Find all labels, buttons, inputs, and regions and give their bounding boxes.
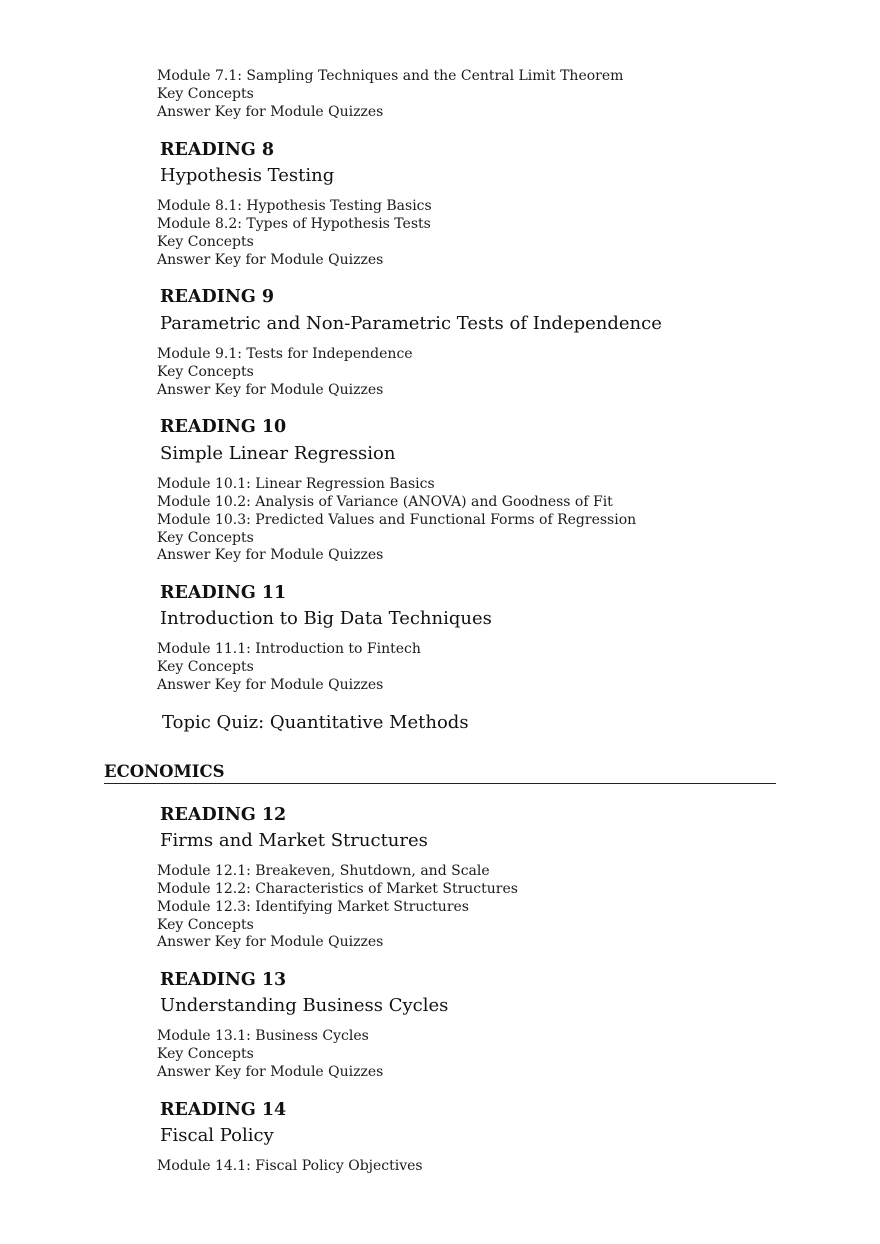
toc-entry-key-concepts: Key Concepts bbox=[157, 917, 254, 933]
reading-13-title: Understanding Business Cycles bbox=[160, 995, 449, 1016]
toc-entry-answer-key: Answer Key for Module Quizzes bbox=[157, 104, 384, 120]
toc-entry-key-concepts: Key Concepts bbox=[157, 234, 254, 250]
toc-entry-module-9-1: Module 9.1: Tests for Independence bbox=[157, 346, 413, 362]
toc-entry-module-8-2: Module 8.2: Types of Hypothesis Tests bbox=[157, 216, 431, 232]
toc-entry-answer-key: Answer Key for Module Quizzes bbox=[157, 1064, 384, 1080]
reading-11-label: READING 11 bbox=[160, 583, 287, 603]
toc-entry-module-7-1: Module 7.1: Sampling Techniques and the Central Limit Theorem bbox=[157, 68, 624, 84]
toc-entry-answer-key: Answer Key for Module Quizzes bbox=[157, 934, 384, 950]
toc-entry-key-concepts: Key Concepts bbox=[157, 86, 254, 102]
toc-entry-key-concepts: Key Concepts bbox=[157, 530, 254, 546]
reading-12-label: READING 12 bbox=[160, 805, 287, 825]
toc-entry-answer-key: Answer Key for Module Quizzes bbox=[157, 677, 384, 693]
reading-14-label: READING 14 bbox=[160, 1100, 287, 1120]
reading-9-label: READING 9 bbox=[160, 287, 275, 307]
toc-entry-answer-key: Answer Key for Module Quizzes bbox=[157, 382, 384, 398]
toc-entry-module-13-1: Module 13.1: Business Cycles bbox=[157, 1028, 369, 1044]
toc-entry-module-12-2: Module 12.2: Characteristics of Market Structures bbox=[157, 881, 518, 897]
topic-quiz-entry: Topic Quiz: Quantitative Methods bbox=[162, 712, 469, 733]
toc-entry-key-concepts: Key Concepts bbox=[157, 1046, 254, 1062]
reading-8-title: Hypothesis Testing bbox=[160, 165, 335, 186]
toc-entry-module-14-1: Module 14.1: Fiscal Policy Objectives bbox=[157, 1158, 423, 1174]
reading-9-title: Parametric and Non-Parametric Tests of Independence bbox=[160, 313, 662, 334]
toc-entry-module-11-1: Module 11.1: Introduction to Fintech bbox=[157, 641, 421, 657]
reading-8-label: READING 8 bbox=[160, 140, 275, 160]
toc-entry-module-8-1: Module 8.1: Hypothesis Testing Basics bbox=[157, 198, 432, 214]
toc-entry-key-concepts: Key Concepts bbox=[157, 364, 254, 380]
toc-entry-module-10-3: Module 10.3: Predicted Values and Functional Forms of Regression bbox=[157, 512, 637, 528]
reading-11-title: Introduction to Big Data Techniques bbox=[160, 608, 492, 629]
reading-12-title: Firms and Market Structures bbox=[160, 830, 428, 851]
reading-10-label: READING 10 bbox=[160, 417, 287, 437]
toc-entry-module-10-2: Module 10.2: Analysis of Variance (ANOVA) and Goodness of Fit bbox=[157, 494, 613, 510]
toc-entry-module-12-1: Module 12.1: Breakeven, Shutdown, and Scale bbox=[157, 863, 490, 879]
reading-10-title: Simple Linear Regression bbox=[160, 443, 396, 464]
toc-entry-answer-key: Answer Key for Module Quizzes bbox=[157, 252, 384, 268]
toc-entry-key-concepts: Key Concepts bbox=[157, 659, 254, 675]
section-divider bbox=[104, 783, 776, 784]
toc-entry-answer-key: Answer Key for Module Quizzes bbox=[157, 547, 384, 563]
toc-entry-module-10-1: Module 10.1: Linear Regression Basics bbox=[157, 476, 435, 492]
reading-14-title: Fiscal Policy bbox=[160, 1125, 274, 1146]
toc-entry-module-12-3: Module 12.3: Identifying Market Structures bbox=[157, 899, 469, 915]
section-heading: ECONOMICS bbox=[104, 762, 225, 781]
reading-13-label: READING 13 bbox=[160, 970, 287, 990]
